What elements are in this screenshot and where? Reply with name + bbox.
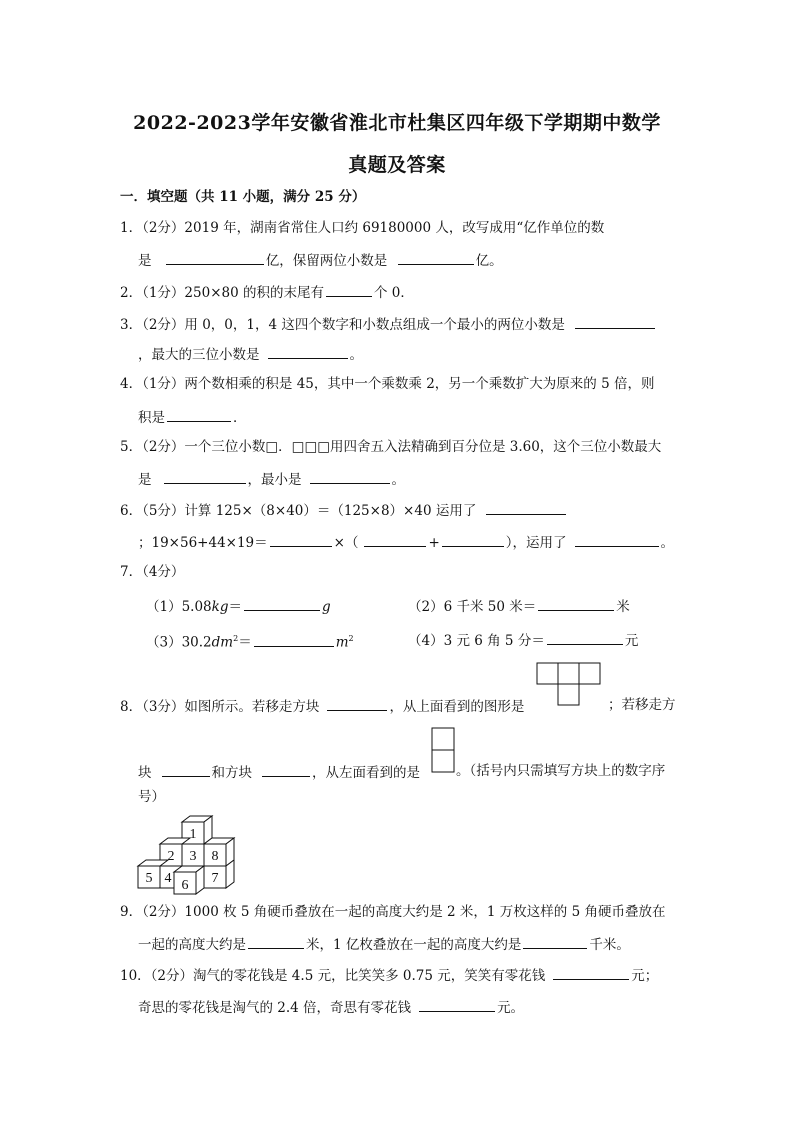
q7-p3-text: （3）30.2 (146, 634, 212, 651)
title-line-2: 真题及答案 (348, 154, 446, 176)
q8-text-d: 块 (138, 765, 152, 781)
q7-p1-unit: kg (211, 599, 229, 615)
q4-answer-blank[interactable] (167, 408, 231, 422)
q8-text-g: 。（括号内只需填写方块上的数字序 (456, 763, 666, 779)
q9-text-b: 米，1 亿枚叠放在一起的高度大约是 (306, 937, 522, 953)
q3-answer-blank-2[interactable] (268, 345, 348, 359)
question-9-line-1: 9．（2分）1000 枚 5 角硬币叠放在一起的高度大约是 2 米，1 万枚这样的 5 角硬币叠放在 (120, 904, 666, 920)
q7-p3-unit: dm (211, 634, 234, 651)
q7-part-2 (408, 597, 630, 615)
left-view-square-2 (432, 750, 454, 772)
q4-text-a: 积是 (138, 410, 165, 426)
question-7-heading: 7．（4分） (120, 564, 185, 580)
left-view-square-1 (432, 728, 454, 750)
q5-answer-blank-2[interactable] (310, 470, 390, 484)
question-9-line-2 (138, 935, 630, 953)
q7-answer-blank-1[interactable] (244, 597, 320, 611)
q7-answer-blank-4[interactable] (547, 631, 623, 645)
q8-text-e: 和方块 (211, 765, 252, 781)
question-6-line-2 (138, 533, 674, 551)
cube-label-6: 6 (181, 878, 189, 893)
q3-text-a: 3．（2分）用 0，0，1，4 这四个数字和小数点组成一个最小的两位小数是 (120, 317, 565, 333)
q8-text-f: ，从左面看到的是 (312, 765, 420, 781)
q6-answer-blank-3[interactable] (364, 533, 426, 547)
q6-text-b: ；19×56+44×19＝ (138, 535, 268, 551)
q9-answer-blank-1[interactable] (248, 935, 304, 949)
q6-text-d: + (428, 535, 440, 551)
q7-answer-blank-2[interactable] (538, 597, 614, 611)
q5-text-b: ，最小是 (247, 472, 302, 488)
q6-answer-blank-5[interactable] (575, 533, 659, 547)
q6-answer-blank-2[interactable] (270, 533, 332, 547)
q3-text-b: ，最大的三位小数是 (138, 347, 260, 363)
q8-answer-blank-1[interactable] (327, 697, 387, 711)
q4-text-b: ． (233, 410, 247, 426)
question-6-line-1 (120, 501, 566, 519)
q10-text-a: 10．（2分）淘气的零花钱是 4.5 元，比笑笑多 0.75 元，笑笑有零花钱 (120, 968, 546, 984)
q7-p1-text: （1）5.08 (146, 599, 212, 615)
cube-label-5: 5 (145, 871, 153, 886)
q8-text-a: 8．（3分）如图所示。若移走方块 (120, 699, 320, 715)
q10-text-d: 元。 (497, 1000, 525, 1016)
q8-answer-blank-2[interactable] (162, 763, 210, 777)
top-view-square-1 (537, 663, 558, 684)
q7-part-3 (146, 631, 354, 651)
question-10-line-2 (138, 998, 524, 1016)
top-view-square-4 (558, 684, 579, 705)
cube-stack-figure (134, 814, 244, 896)
q3-answer-blank-1[interactable] (575, 315, 655, 329)
question-5-line-2 (138, 470, 405, 488)
cube-label-1: 1 (189, 827, 197, 842)
question-5-line-1: 5．（2分）一个三位小数□．□□□用四舍五入法精确到百分位是 3.60，这个三位小数最大 (120, 439, 662, 455)
q1-text-a: 是 (138, 253, 152, 269)
q7-part-4 (408, 631, 638, 649)
q8-text-h: 号） (138, 789, 165, 805)
top-view-figure (536, 662, 604, 708)
cube-label-8: 8 (211, 849, 219, 864)
cube-label-2: 2 (167, 849, 175, 864)
left-view-figure (431, 727, 457, 777)
q5-answer-blank-1[interactable] (164, 470, 246, 484)
q10-answer-blank-2[interactable] (419, 998, 495, 1012)
q3-text-c: 。 (349, 347, 363, 363)
q6-text-f: 。 (660, 535, 675, 551)
question-3-line-1 (120, 315, 655, 333)
q10-text-b: 元； (631, 968, 659, 984)
q8-text-c: ；若移走方 (608, 697, 676, 713)
top-view-square-3 (579, 663, 600, 684)
question-8-line-1 (120, 697, 524, 715)
q9-answer-blank-2[interactable] (523, 935, 587, 949)
q2-text-b: 个 0． (373, 285, 414, 301)
top-view-square-2 (558, 663, 579, 684)
q2-answer-blank[interactable] (326, 283, 372, 297)
section-heading: 一．填空题（共 11 小题，满分 25 分） (120, 189, 366, 205)
cube-label-3: 3 (189, 849, 197, 864)
cube-label-7: 7 (211, 871, 219, 886)
q9-text-a: 一起的高度大约是 (138, 937, 246, 953)
title-line-1: 2022-2023学年安徽省淮北市杜集区四年级下学期期中数学 (133, 112, 661, 134)
question-8-line-2 (138, 763, 420, 781)
question-3-line-2 (138, 345, 363, 363)
question-10-line-1 (120, 966, 658, 984)
q9-text-c: 千米。 (589, 937, 630, 953)
q10-answer-blank-1[interactable] (553, 966, 629, 980)
question-4-line-1: 4．（1分）两个数相乘的积是 45，其中一个乘数乘 2，另一个乘数扩大为原来的 5 倍，则 (120, 376, 655, 392)
q7-p3-unit-exp: 2 (233, 634, 239, 643)
q5-text-a: 是 (138, 472, 152, 488)
q1-answer-blank-1[interactable] (166, 251, 264, 265)
question-2 (120, 283, 414, 301)
q6-text-e: ），运用了 (505, 535, 567, 551)
q7-p4-text: （4）3 元 6 角 5 分＝ (408, 633, 545, 649)
q6-text-a: 6．（5分）计算 125×（8×40）＝（125×8）×40 运用了 (120, 503, 477, 519)
q6-text-c: ×（ (333, 535, 359, 551)
q7-p1-result-unit: g (321, 599, 331, 615)
q7-p1-equals: ＝ (228, 599, 242, 615)
q6-answer-blank-1[interactable] (486, 501, 566, 515)
q7-part-1 (146, 597, 331, 615)
q7-p4-unit: 元 (624, 633, 639, 649)
q8-text-b: ，从上面看到的图形是 (389, 699, 525, 715)
q7-p3-equals: ＝ (238, 634, 252, 651)
q7-p3-result-unit: m (335, 634, 349, 651)
q5-text-c: 。 (391, 472, 405, 488)
q7-p2-unit: 米 (616, 599, 630, 615)
q1-text-c: 亿。 (475, 253, 503, 269)
question-4-line-2 (138, 408, 247, 426)
q1-answer-blank-2[interactable] (398, 251, 474, 265)
question-1-line-1: 1．（2分）2019 年，湖南省常住人口约 69180000 人，改写成用“亿作单位的数 (120, 220, 605, 236)
cube-label-4: 4 (164, 871, 172, 886)
q2-text-a: 2．（1分）250×80 的积的末尾有 (120, 285, 324, 301)
q1-text-b: 亿，保留两位小数是 (265, 253, 388, 269)
q7-p3-result-exp: 2 (348, 634, 354, 643)
question-1-line-2 (138, 251, 503, 269)
q7-p2-text: （2）6 千米 50 米＝ (408, 599, 537, 615)
q10-text-c: 奇思的零花钱是淘气的 2.4 倍，奇思有零花钱 (138, 1000, 412, 1016)
q7-answer-blank-3[interactable] (254, 633, 334, 647)
q8-answer-blank-3[interactable] (262, 763, 310, 777)
q6-answer-blank-4[interactable] (442, 533, 504, 547)
